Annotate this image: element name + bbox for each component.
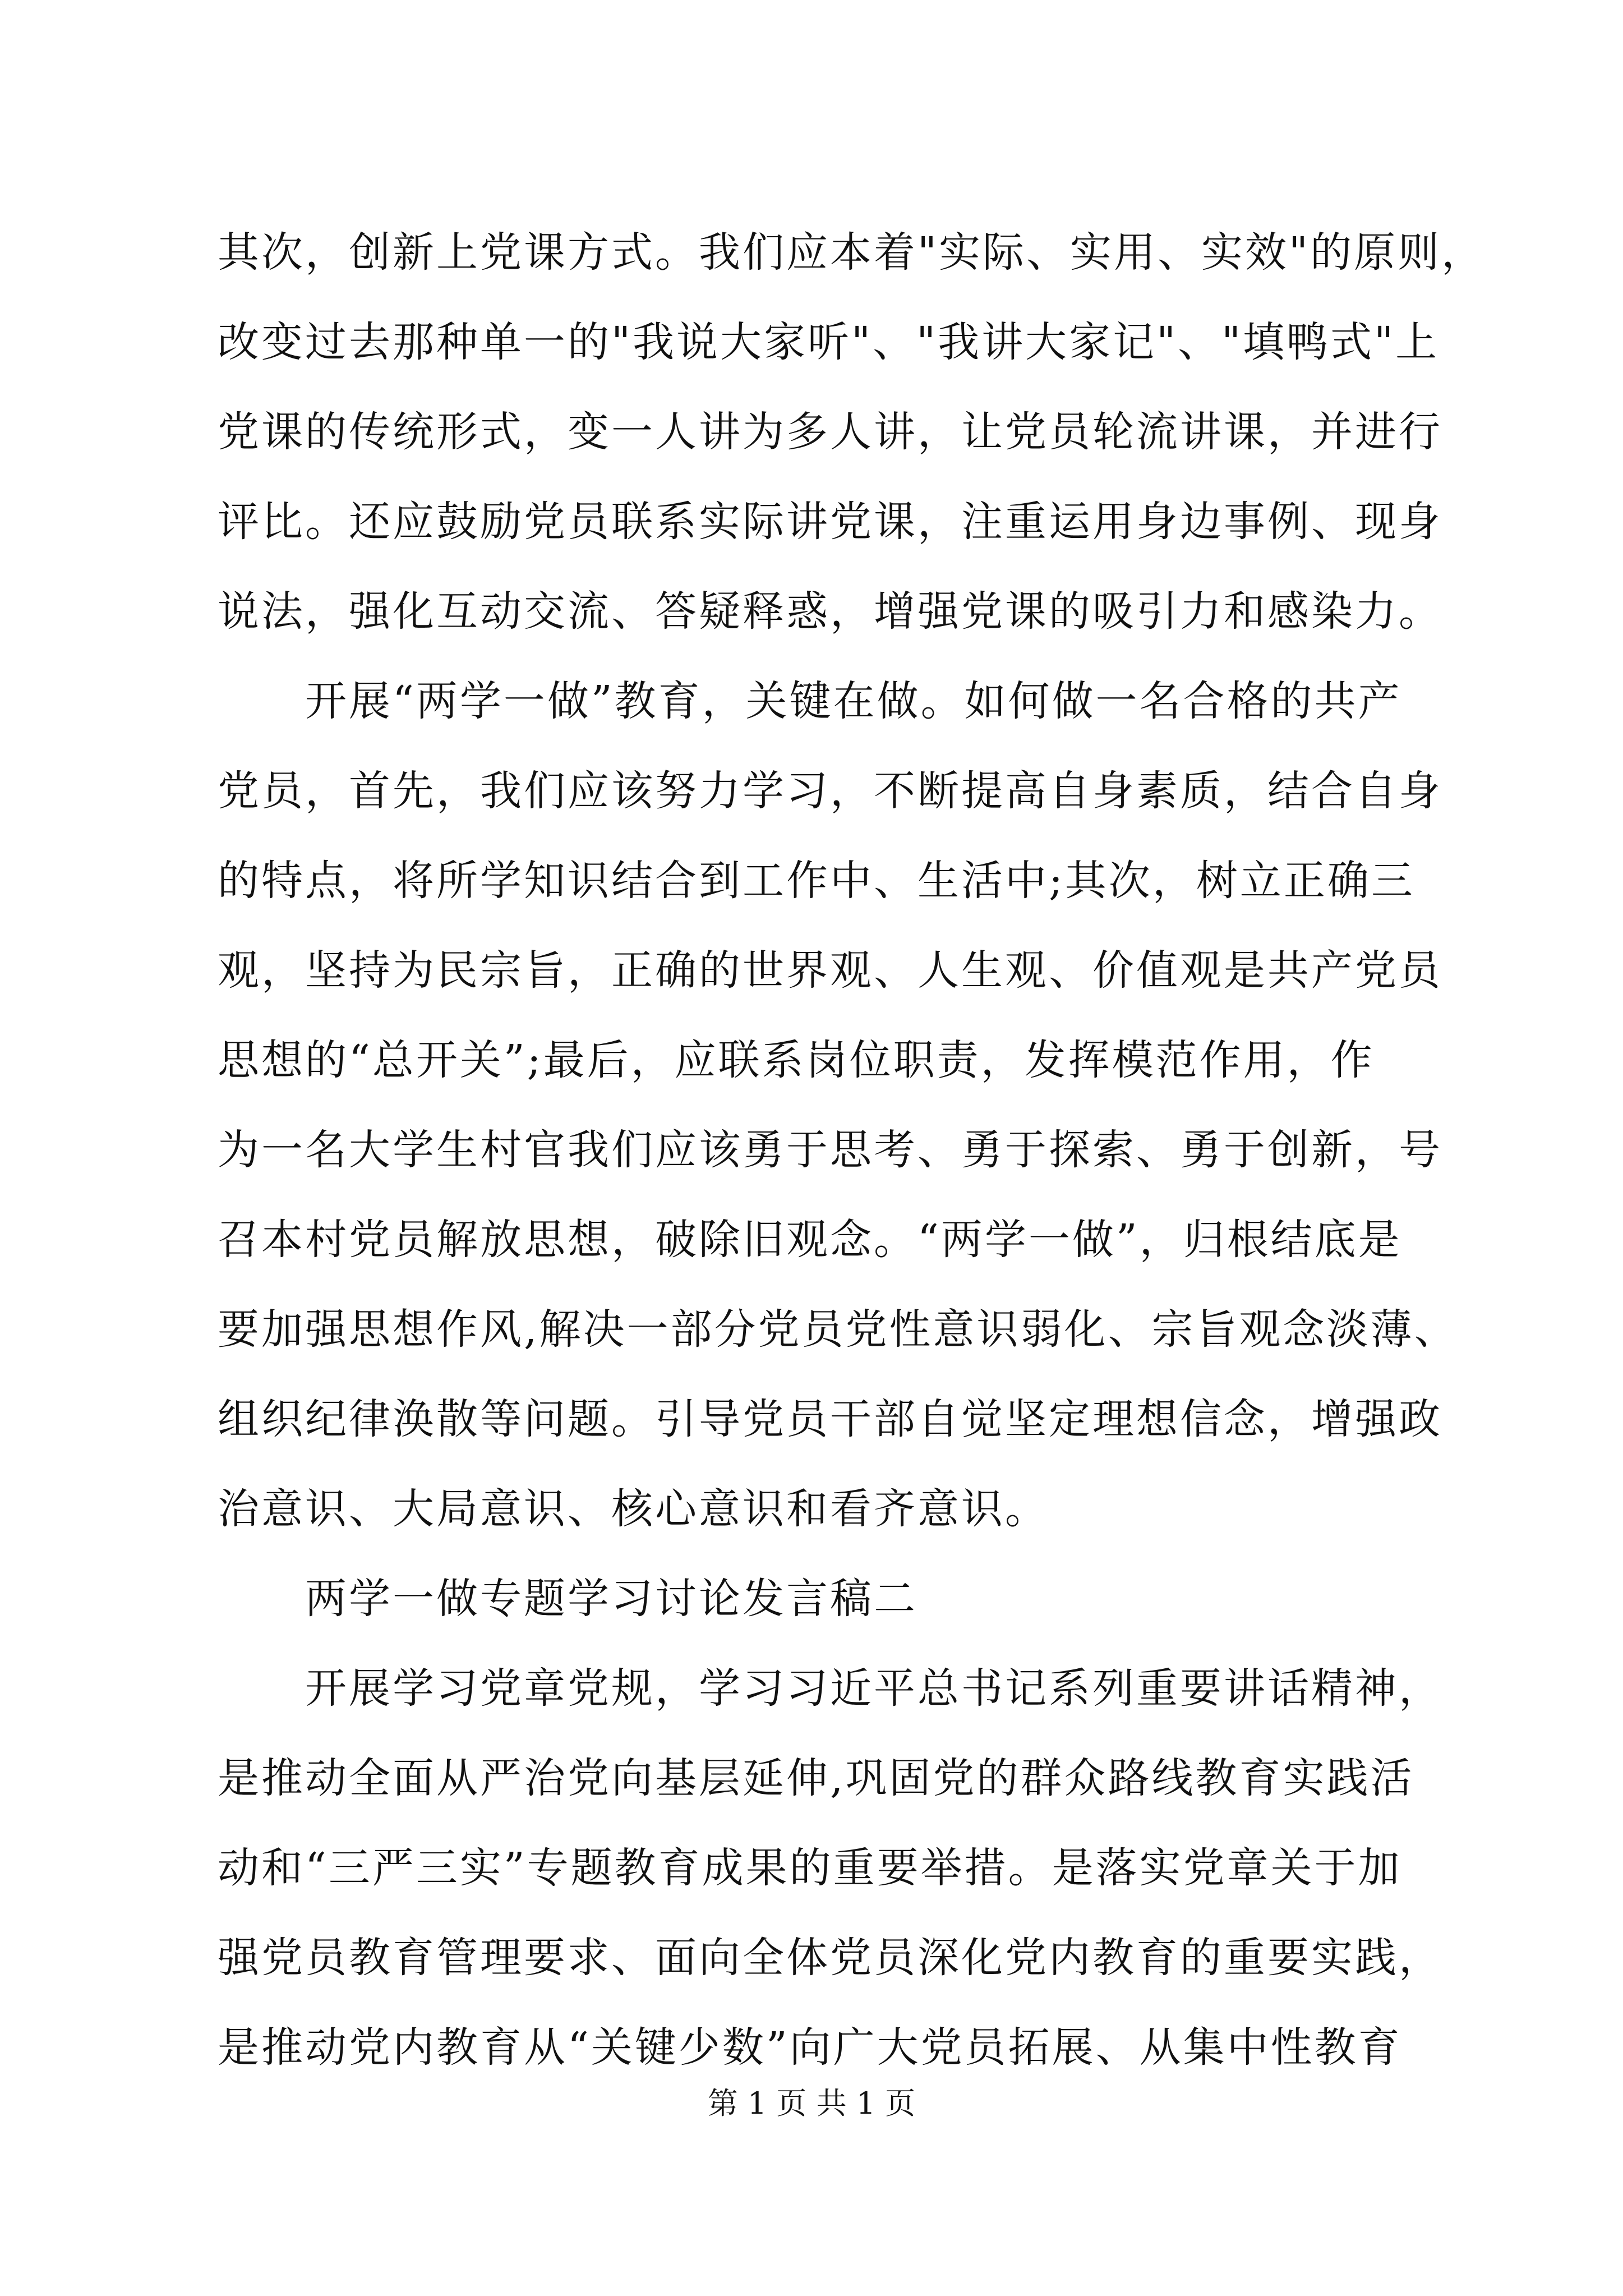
text-line: 开展“两学一做”教育，关键在做。如何做一名合格的共产 [218,677,1402,725]
text-line: 党课的传统形式，变一人讲为多人讲，让党员轮流讲课，并进行 [218,408,1442,456]
text-line: 说法，强化互动交流、答疑释惑，增强党课的吸引力和感染力。 [218,587,1442,636]
text-line: 的特点，将所学知识结合到工作中、生活中;其次，树立正确三 [218,857,1415,905]
text-line: 召本村党员解放思想，破除旧观念。“两学一做”，归根结底是 [218,1216,1402,1264]
text-line: 治意识、大局意识、核心意识和看齐意识。 [218,1485,1049,1533]
page-number-footer: 第 1 页 共 1 页 [707,2086,916,2121]
document-body [218,208,1486,2092]
text-line: 开展学习党章党规，学习习近平总书记系列重要讲话精神， [218,1664,1442,1713]
text-line: 是推动全面从严治党向基层延伸,巩固党的群众路线教育实践活 [218,1754,1414,1802]
text-line: 为一名大学生村官我们应该勇于思考、勇于探索、勇于创新，号 [218,1126,1442,1174]
text-line: 是推动党内教育从“关键少数”向广大党员拓展、从集中性教育 [218,2023,1402,2072]
section-heading: 两学一做专题学习讨论发言稿二 [218,1575,917,1623]
text-line: 组织纪律涣散等问题。引导党员干部自觉坚定理想信念，增强政 [218,1395,1442,1443]
text-line: 强党员教育管理要求、面向全体党员深化党内教育的重要实践， [218,1934,1442,1982]
text-line: 动和“三严三实”专题教育成果的重要举措。是落实党章关于加 [218,1844,1402,1892]
text-line: 评比。还应鼓励党员联系实际讲党课，注重运用身边事例、现身 [218,498,1442,546]
text-line: 思想的“总开关”;最后，应联系岗位职责，发挥模范作用，作 [218,1036,1375,1084]
text-line: 观，坚持为民宗旨，正确的世界观、人生观、价值观是共产党员 [218,946,1442,995]
text-line: 党员，首先，我们应该努力学习，不断提高自身素质，结合自身 [218,767,1442,815]
text-line: 要加强思想作风,解决一部分党员党性意识弱化、宗旨观念淡薄、 [218,1305,1458,1354]
text-line: 改变过去那种单一的"我说大家听"、"我讲大家记"、"填鸭式"上 [218,318,1440,366]
text-line: 其次，创新上党课方式。我们应本着"实际、实用、实效"的原则， [218,228,1486,277]
